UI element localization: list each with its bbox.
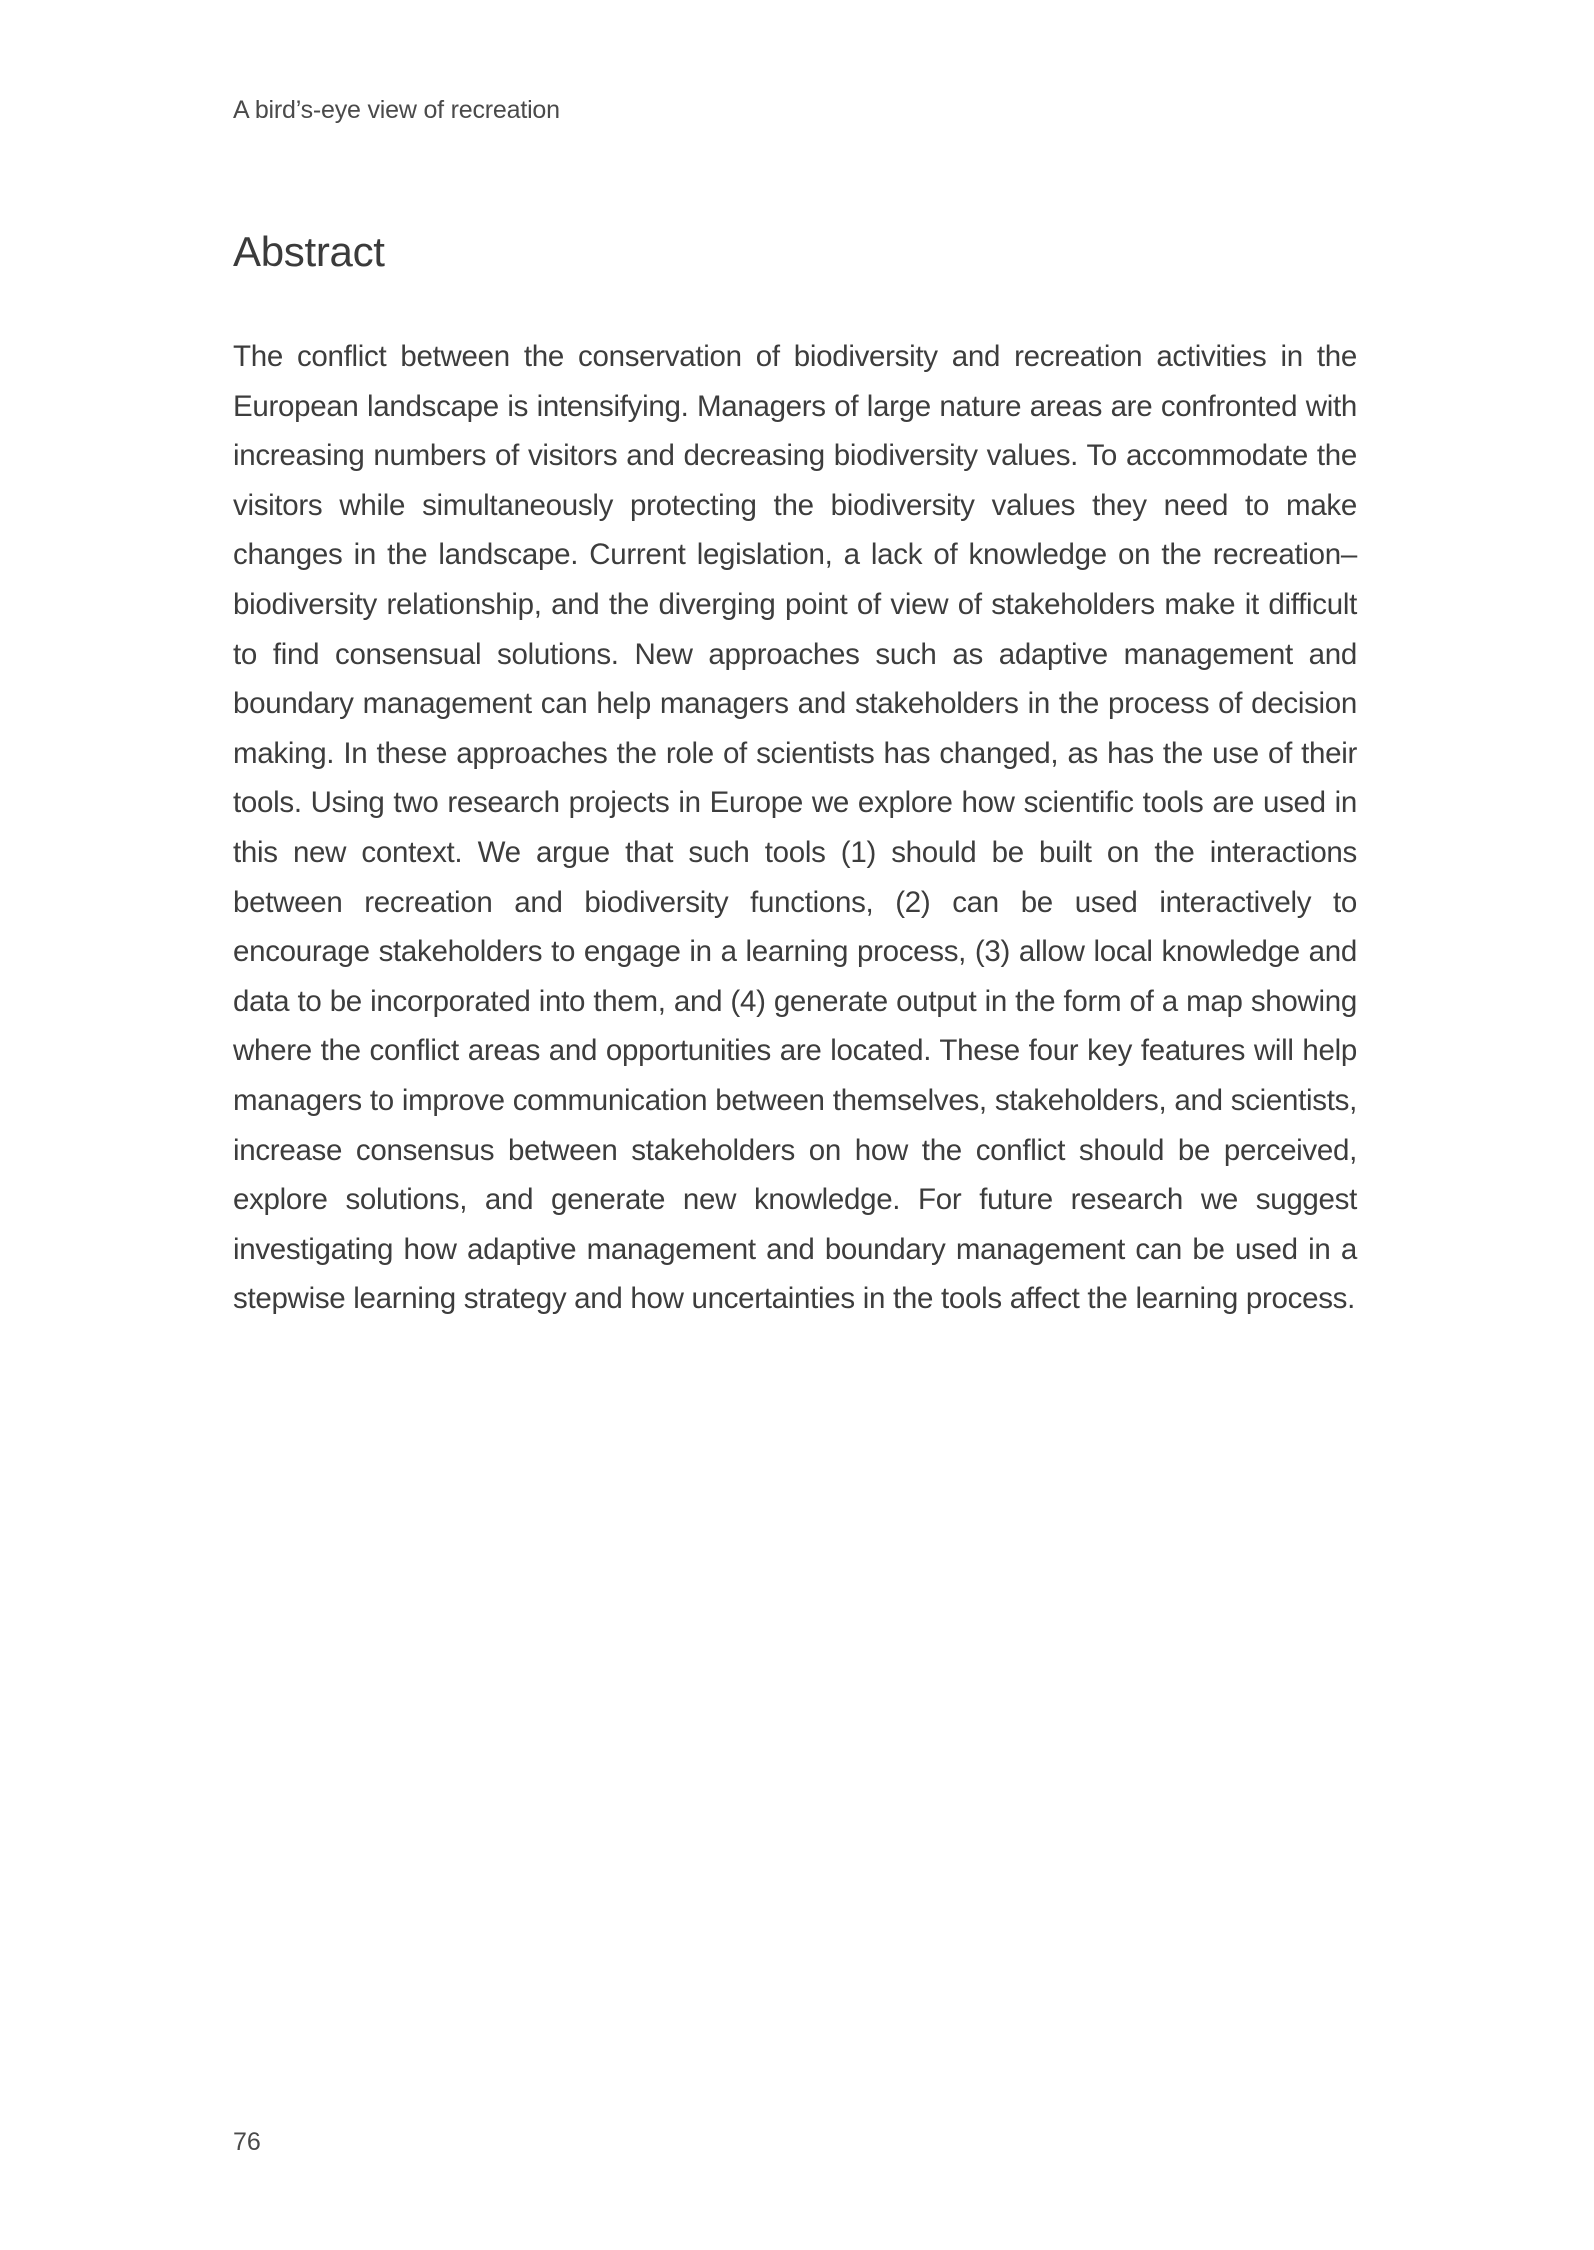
running-header: A bird’s-eye view of recreation <box>233 96 560 124</box>
abstract-paragraph: The conflict between the conservation of biodiversity and recreation activities in the European landscape is intensifying. Managers of large nature areas are confronted with increasing numbers of visitors and decreasing biodiversity values. To accommodate the visitors while simultaneously protecting the biodiversity values they need to make changes in the landscape. Current legislation, a lack of knowledge on the recreation–biodiversity relationship, and the diverging point of view of stakeholders make it difficult to find consensual solutions. New approaches such as adaptive management and boundary management can help managers and stakeholders in the process of decision making. In these approaches the role of scientists has changed, as has the use of their tools. Using two research projects in Europe we explore how scientific tools are used in this new context. We argue that such tools (1) should be built on the interactions between recreation and biodiversity functions, (2) can be used interactively to encourage stakeholders to engage in a learning process, (3) allow local knowledge and data to be incorporated into them, and (4) generate output in the form of a map showing where the conflict areas and opportunities are located. These four key features will help managers to improve communication between themselves, stakeholders, and scientists, increase consensus between stakeholders on how the conflict should be perceived, explore solutions, and generate new knowledge. For future research we suggest investigating how adaptive management and boundary management can be used in a stepwise learning strategy and how uncertainties in the tools affect the learning process. <box>233 340 1357 1316</box>
page-number: 76 <box>233 2128 261 2156</box>
abstract-heading: Abstract <box>233 228 385 275</box>
